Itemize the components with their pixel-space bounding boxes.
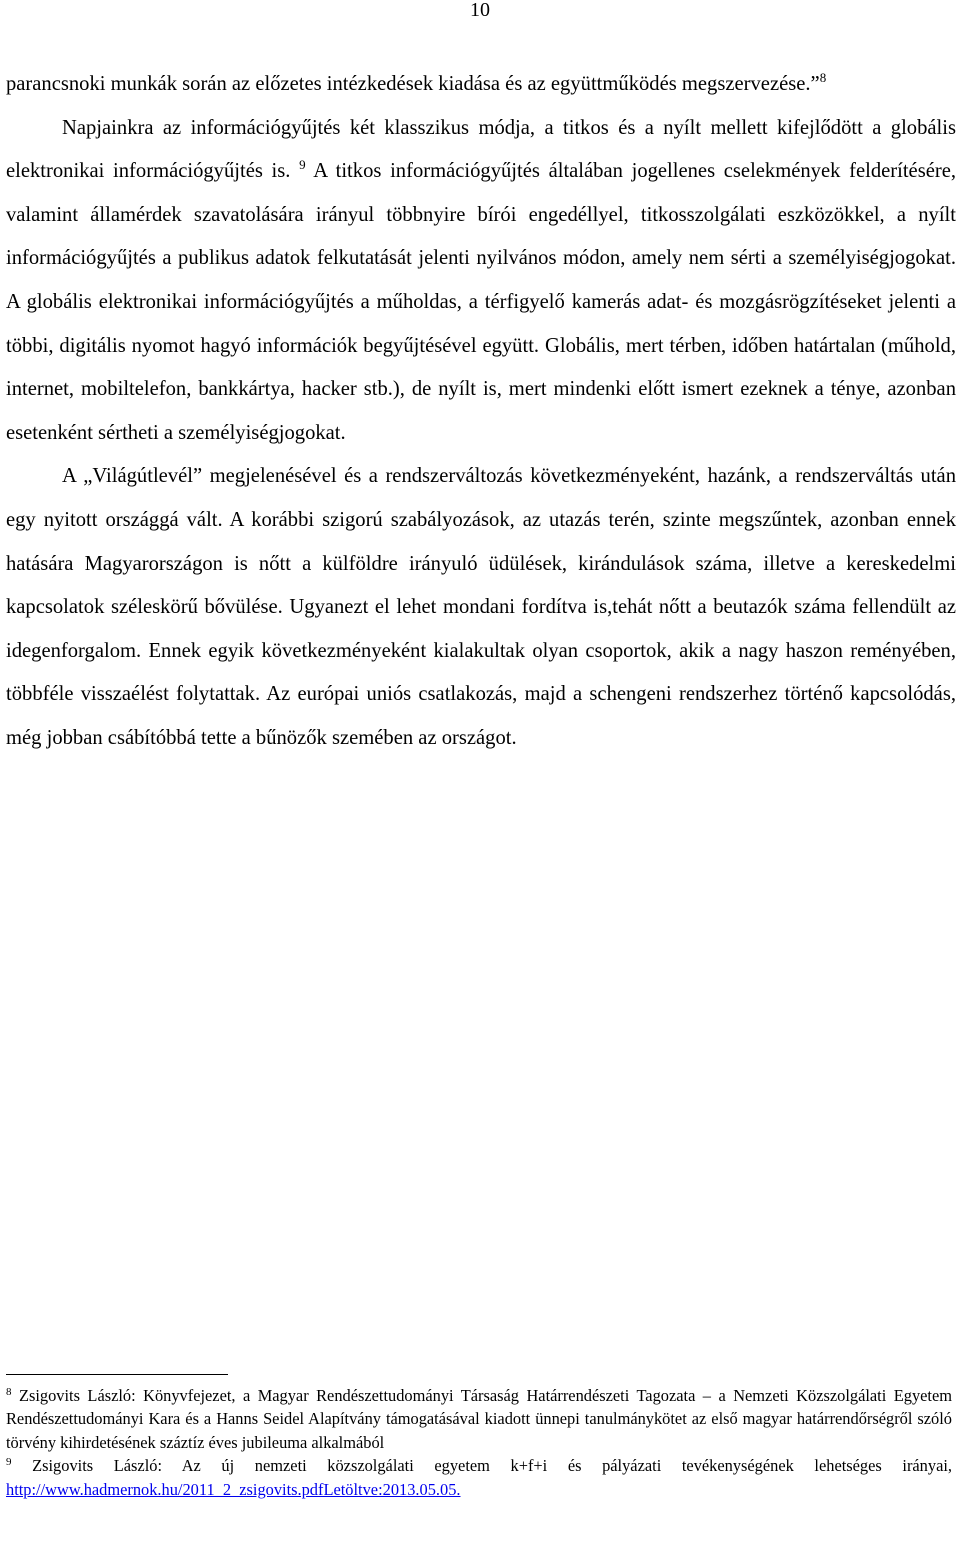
footnote-8-text: Zsigovits László: Könyvfejezet, a Magyar Rendészettudományi Társaság Határrendészeti Tagozata – a Nemzeti Közszolgálati Egyetem Rendészettudományi Kara és a Hanns Seidel Alapítvány támogatásával kiadott ünnepi tanulmánykötet az első magyar határrendőrségről szóló törvény kihirdetésének száztíz éves jubileuma alkalmából	[6, 1386, 952, 1452]
footnote-9-text: Zsigovits László: Az új nemzeti közszolgálati egyetem k+f+i és pályázati tevékenységének lehetséges irányai,	[11, 1456, 952, 1476]
footnote-separator	[6, 1374, 228, 1375]
body-text	[6, 63, 956, 761]
footnote-8	[6, 1384, 952, 1454]
paragraph-1	[6, 63, 956, 107]
footnote-ref-8[interactable]: 8	[819, 70, 827, 85]
footnote-ref-9[interactable]: 9	[299, 157, 306, 173]
footnote-9	[6, 1454, 952, 1501]
paragraph-2-text-b: A titkos információgyűjtés általában jogellenes cselekmények felderítésére, valamint államérdek szavatolására irányul többnyire bírói engedéllyel, titkosszolgálati eszközökkel, a nyílt információgyűjtés a publikus adatok felkutatását jelenti nyilvános módon, amely nem sérti a személyiségjogokat. A globális elektronikai információgyűjtés a műholdas, a térfigyelő kamerás adat- és mozgásrögzítéseket jelenti a többi, digitális nyomot hagyó információk begyűjtésével együtt. Globális, mert térben, időben határtalan (műhold, internet, mobiltelefon, bankkártya, hacker stb.), de nyílt is, mert mindenki előtt ismert ezeknek a ténye, azonban esetenként sértheti a személyiségjogokat.	[6, 160, 956, 444]
paragraph-2-text-a: Napjainkra az információgyűjtés két klasszikus módja, a titkos és a nyílt mellett kifejlődött a globális elektronikai információgyűjtés is.	[6, 116, 956, 183]
page-number: 10	[470, 0, 490, 21]
paragraph-2	[6, 107, 956, 456]
footnote-9-link[interactable]: http://www.hadmernok.hu/2011_2_zsigovits.pdfLetöltve:2013.05.05.	[6, 1479, 461, 1499]
footnote-mark-9: 9	[6, 1456, 12, 1469]
footnotes	[6, 1384, 952, 1501]
footnote-mark-8: 8	[6, 1386, 12, 1398]
paragraph-1-text: parancsnoki munkák során az előzetes intézkedések kiadása és az együttműködés megszervezése.”	[6, 73, 820, 95]
paragraph-3: A „Világútlevél” megjelenésével és a rendszerváltozás következményeként, hazánk, a rendszerváltás után egy nyitott országgá vált. A korábbi szigorú szabályozások, az utazás terén, szinte megszűntek, azonban ennek hatására Magyarországon is nőtt a külföldre irányuló üdülések, kirándulások száma, illetve a kereskedelmi kapcsolatok széleskörű bővülése. Ugyanezt el lehet mondani fordítva is,tehát nőtt a beutazók száma fellendült az idegenforgalom. Ennek egyik következményeként kialakultak olyan csoportok, akik a nagy haszon reményében, többféle visszaélést folytattak. Az európai uniós csatlakozás, majd a schengeni rendszerhez történő kapcsolódás, még jobban csábítóbbá tette a bűnözők szemében az országot.	[6, 465, 956, 749]
